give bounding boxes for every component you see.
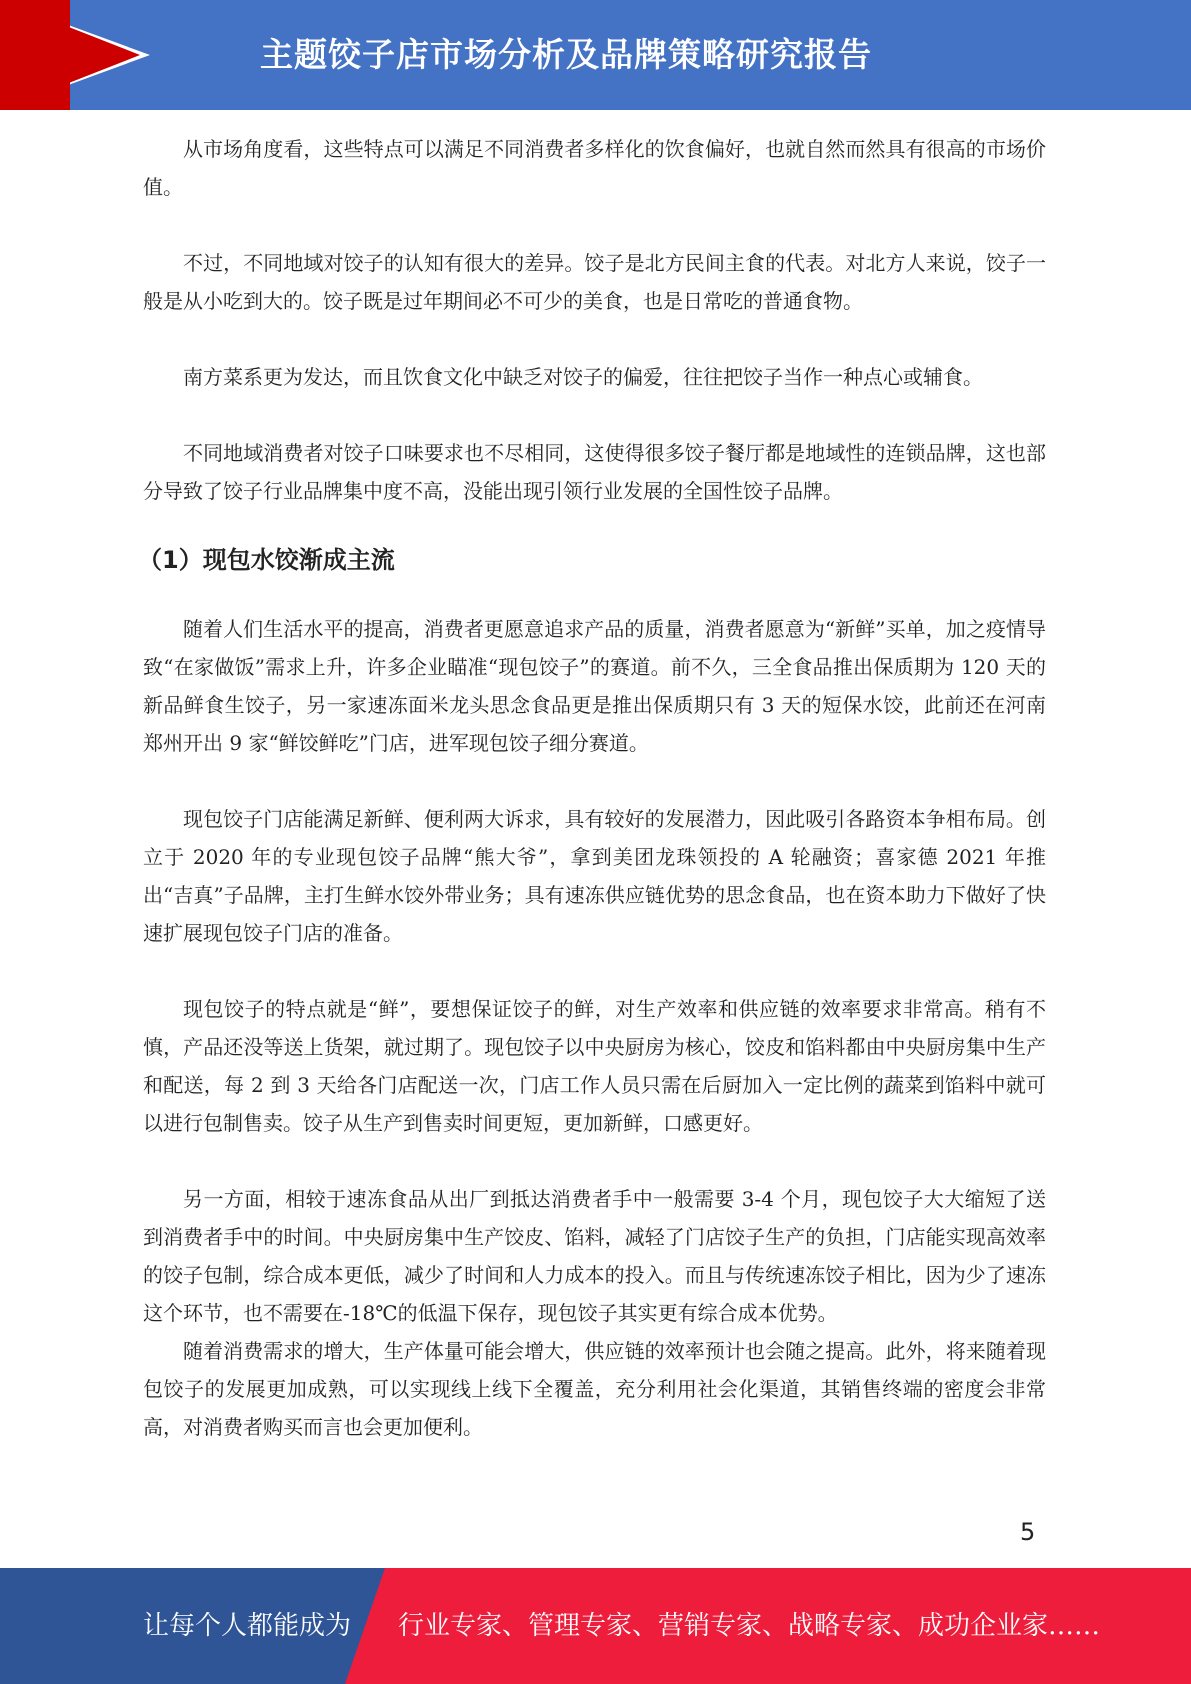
page-header (0, 0, 1191, 110)
paragraph-brand-concentration: 不同地域消费者对饺子口味要求也不尽相同，这使得很多饺子餐厅都是地域性的连锁品牌，这也部分导致了饺子行业品牌集中度不高，没能出现引领行业发展的全国性饺子品牌。 (143, 441, 1046, 503)
paragraph-future-outlook: 随着消费需求的增大，生产体量可能会增大，供应链的效率预计也会随之提高。此外，将来随着现包饺子的发展更加成熟，可以实现线上线下全覆盖，充分利用社会化渠道，其销售终端的密度会非常高，对消费者购买而言也会更加便利。 (143, 1339, 1046, 1439)
header-red-block (0, 0, 70, 110)
paragraph-fresh-trend: 随着人们生活水平的提高，消费者更愿意追求产品的质量，消费者愿意为“新鲜”买单，加之疫情导致“在家做饭”需求上升，许多企业瞄准“现包饺子”的赛道。前不久，三全食品推出保质期为 120 天的新品鲜食生饺子，另一家速冻面米龙头思念食品更是推出保质期只有 3 天的短保水饺，此前还在河南郑州开出 9 家“鲜饺鲜吃”门店，进军现包饺子细分赛道。 (143, 617, 1046, 755)
page-number: 5 (1020, 1518, 1036, 1546)
report-title: 主题饺子店市场分析及品牌策略研究报告 (260, 35, 872, 74)
paragraph-southern-cuisine: 南方菜系更为发达，而且饮食文化中缺乏对饺子的偏爱，往往把饺子当作一种点心或辅食。 (183, 365, 983, 389)
paragraph-regional-difference: 不过，不同地域对饺子的认知有很大的差异。饺子是北方民间主食的代表。对北方人来说，饺子一般是从小吃到大的。饺子既是过年期间必不可少的美食，也是日常吃的普通食物。 (143, 251, 1046, 313)
section-heading: （1）现包水饺渐成主流 (138, 546, 395, 574)
paragraph-supply-chain: 现包饺子的特点就是“鲜”，要想保证饺子的鲜，对生产效率和供应链的效率要求非常高。稍有不慎，产品还没等送上货架，就过期了。现包饺子以中央厨房为核心，饺皮和馅料都由中央厨房集中生产和配送，每 2 到 3 天给各门店配送一次，门店工作人员只需在后厨加入一定比例的蔬菜到馅料中就可以进行包制售卖。饺子从生产到售卖时间更短，更加新鲜，口感更好。 (143, 997, 1046, 1135)
page-footer (0, 1568, 1191, 1684)
page-content (138, 130, 1046, 1446)
paragraph-capital-layout: 现包饺子门店能满足新鲜、便利两大诉求，具有较好的发展潜力，因此吸引各路资本争相布局。创立于 2020 年的专业现包饺子品牌“熊大爷”，拿到美团龙珠领投的 A 轮融资；喜家德 2021 年推出“吉真”子品牌，主打生鲜水饺外带业务；具有速冻供应链优势的思念食品，也在资本助力下做好了快速扩展现包饺子门店的准备。 (143, 807, 1046, 945)
paragraph-cost-advantage: 另一方面，相较于速冻食品从出厂到抵达消费者手中一般需要 3-4 个月，现包饺子大大缩短了送到消费者手中的时间。中央厨房集中生产饺皮、馅料，减轻了门店饺子生产的负担，门店能实现高效率的饺子包制，综合成本更低，减少了时间和人力成本的投入。而且与传统速冻饺子相比，因为少了速冻这个环节，也不需要在-18℃的低温下保存，现包饺子其实更有综合成本优势。 (143, 1187, 1046, 1325)
paragraph-market-value: 从市场角度看，这些特点可以满足不同消费者多样化的饮食偏好，也就自然而然具有很高的市场价值。 (143, 137, 1046, 199)
footer-slogan-left: 让每个人都能成为 (143, 1611, 352, 1641)
footer-slogan-right: 行业专家、管理专家、营销专家、战略专家、成功企业家…… (398, 1611, 1101, 1641)
